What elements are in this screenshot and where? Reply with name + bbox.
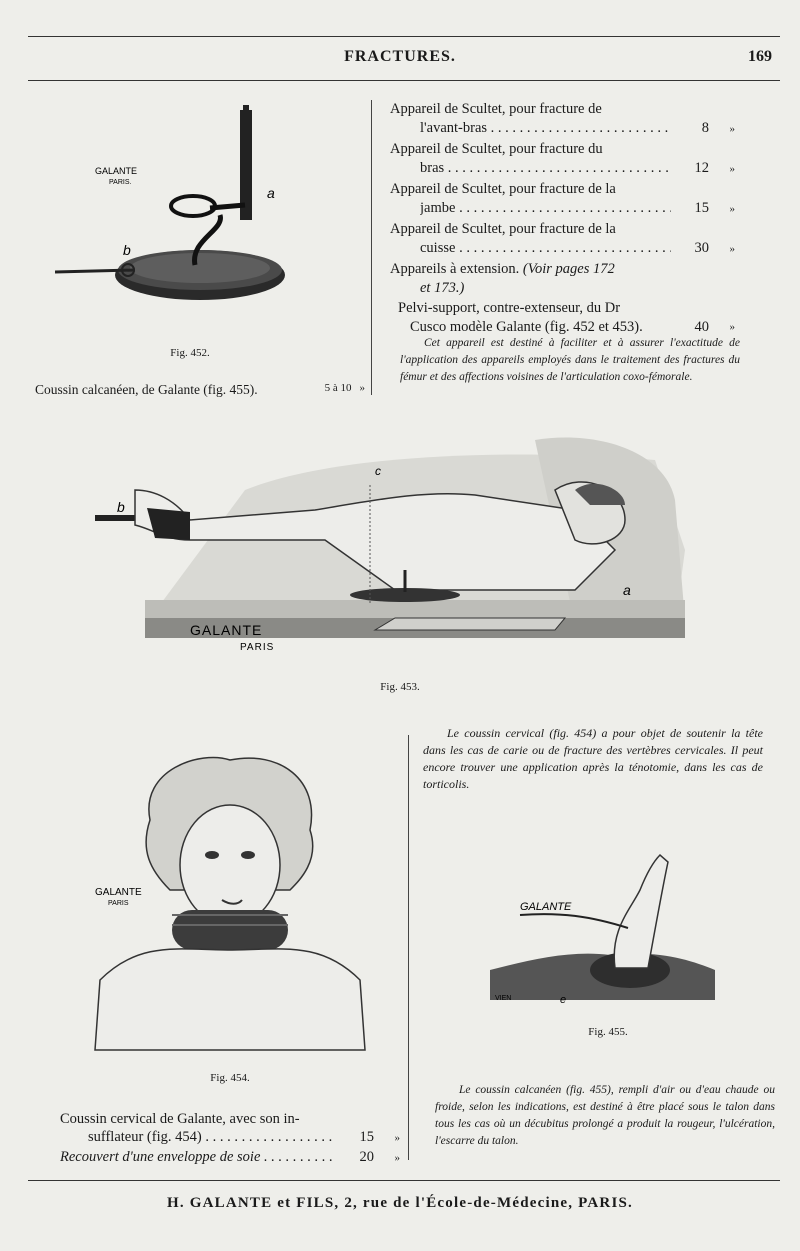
calcaneen-price-row [35,382,365,398]
fig454-caption: Fig. 454. [210,1072,250,1084]
header-rule [28,80,780,81]
figure-454 [80,750,380,1060]
fig453-maker-mark: GALANTE [190,622,263,638]
fig455-label-e: e [560,994,567,1006]
pelvi-support-note: Cet appareil est destiné à faciliter et à assurer l'exactitude de l'application des appareils employés dans le traitement des fractures du fémur et des affections voisines de l'articulation coxo-fémorale. [400,337,740,383]
list-item-pelvi-support: Pelvi-support, contre-extenseur, du Dr Cusco modèle Galante (fig. 452 et 453). 40 » [398,300,735,335]
fig452-caption: Fig. 452. [170,347,210,359]
calcaneen-price-label: Coussin calcanéen, de Galante (fig. 455). [35,382,258,397]
fig452-label-b: b [123,242,131,258]
column-divider-top [371,100,372,395]
fig453-city-mark: PARIS [240,642,275,653]
list-item: Appareil de Scultet, pour fracture de l'avant-bras . . . 8 » [390,100,735,139]
silk-price-row: Recouvert d'une enveloppe de soie . . . 20 » [60,1148,400,1168]
footer-rule [28,1180,780,1181]
footer-address: H. GALANTE et FILS, 2, rue de l'École-de-Médecine, PARIS. [166,1195,633,1211]
list-item: Appareil de Scultet, pour fracture de la cuisse . . . 30 » [390,220,735,259]
list-item-extension: Appareils à extension. (Voir pages 172 et 173.) [390,261,615,296]
fig453-caption: Fig. 453. [380,681,420,693]
price-list-bottom [60,1110,400,1168]
cervical-price-row: sufflateur (fig. 454) . . . 15 » [60,1128,400,1148]
running-head: FRACTURES. [344,48,456,65]
calcaneen-text: Le coussin calcanéen (fig. 455), rempli d'air ou d'eau chaude ou froide, selon les indications, est destiné à être placé sous le talon dans tous les cas où un décubitus prolongé a produit la rougeur, l'ulcération, l'escarre du talon. [435,1084,775,1147]
top-rule [28,36,780,37]
price-list-top [390,100,735,338]
column-divider-bottom [408,735,409,1160]
figure-453 [95,430,695,670]
fig453-label-c: c [375,464,381,478]
cervical-text: Le coussin cervical (fig. 454) a pour objet de soutenir la tête dans les cas de carie ou de fracture des vertèbres cervicales. Il peut encore trouver une application après la ténotomie, dans les cas de torticolis. [423,726,763,791]
fig454-maker-mark: GALANTE [95,887,142,898]
fig453-label-a: a [623,582,631,598]
fig455-mark: VIEN [495,995,512,1002]
calcaneen-price-unit: » [359,382,365,394]
figure-452 [55,100,325,340]
fig453-label-b: b [117,499,125,515]
list-item: Appareil de Scultet, pour fracture de la jambe . . . 15 » [390,180,735,219]
page-number: 169 [748,48,772,65]
fig452-label-a: a [267,185,275,201]
calcaneen-price-amount: 5 à 10 [324,382,352,394]
fig454-city-mark: PARIS [108,900,129,907]
fig452-maker-mark: GALANTE [95,166,138,176]
figure-455 [490,850,720,1020]
list-item: Appareil de Scultet, pour fracture du bras . . . 12 » [390,140,735,179]
fig452-city-mark: PARIS. [109,179,132,186]
fig455-caption: Fig. 455. [588,1026,628,1038]
fig455-maker-mark: GALANTE [520,901,572,913]
cervical-price-line1: Coussin cervical de Galante, avec son in- [60,1111,300,1127]
